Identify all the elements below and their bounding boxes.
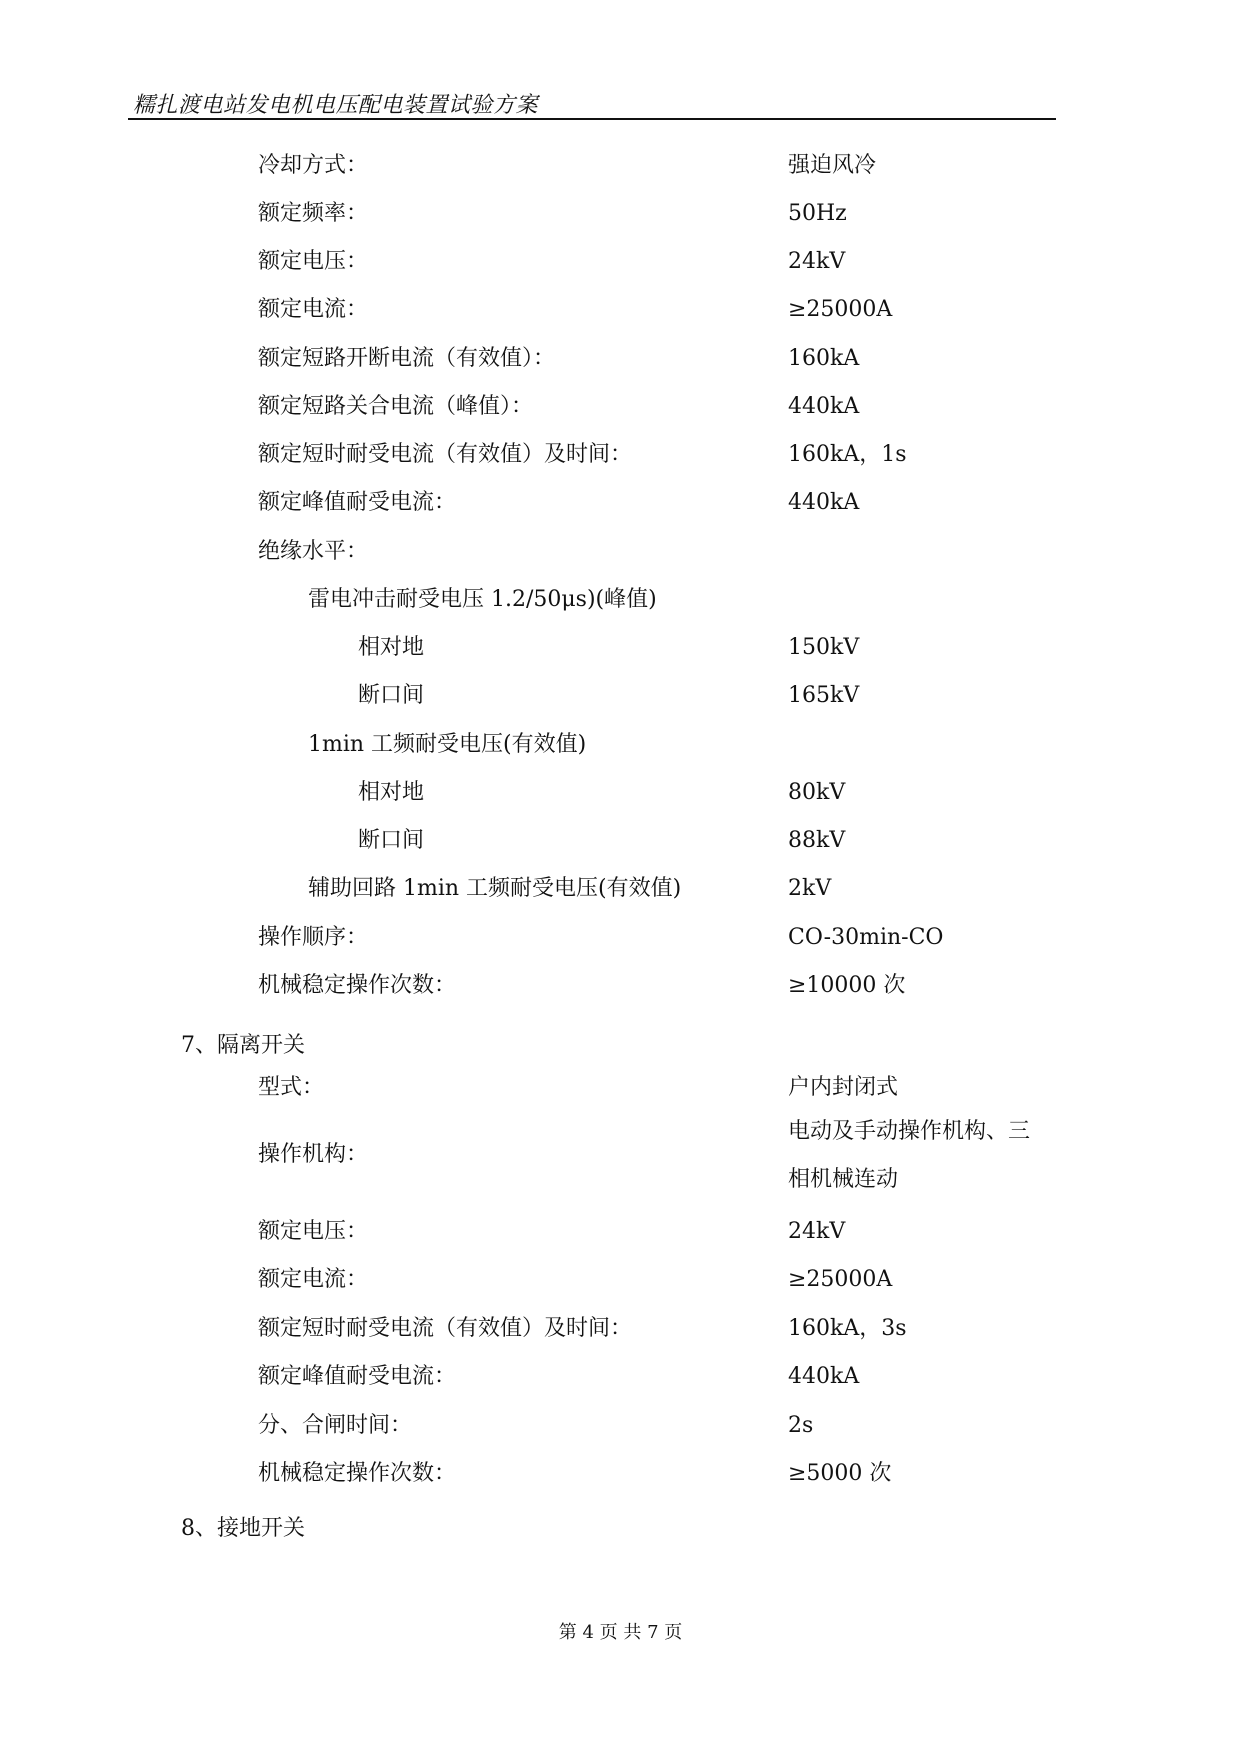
spec-row [0,437,1241,473]
spec-label: 分、合闸时间： [258,1413,413,1438]
spec-row [0,389,1241,425]
spec-row [0,196,1241,232]
spec-value: ≥10000 次 [788,973,906,998]
spec-row [0,727,1241,763]
spec-label: 额定短路开断电流（有效值）： [258,346,556,371]
spec-label: 额定频率： [258,201,369,226]
spec-value: 160kA，3s [788,1316,907,1341]
spec-label: 额定峰值耐受电流： [258,490,457,515]
spec-row [0,1408,1241,1444]
spec-value: 24kV [788,249,846,274]
spec-row [0,823,1241,859]
spec-row [0,775,1241,811]
spec-label: 机械稳定操作次数： [258,1461,457,1486]
spec-label: 断口间 [358,828,425,853]
spec-row [0,968,1241,1004]
spec-row [0,1359,1241,1395]
spec-row [0,148,1241,184]
spec-label: 额定短时耐受电流（有效值）及时间： [258,442,633,467]
spec-value: 440kA [788,1364,860,1389]
spec-value: ≥5000 次 [788,1461,892,1486]
spec-label: 额定电压： [258,249,369,274]
spec-row [0,1214,1241,1250]
spec-row [0,1456,1241,1492]
mechanism-value-line: 电动及手动操作机构、三 [788,1119,1031,1144]
section-heading-disconnector: 7、隔离开关 [181,1033,305,1058]
spec-value: CO-30min-CO [788,925,944,950]
spec-row [0,341,1241,377]
spec-value: 强迫风冷 [788,153,877,178]
spec-value: ≥25000A [788,1267,893,1292]
section-heading-earthing-switch: 8、接地开关 [181,1516,305,1541]
mechanism-value-line: 相机械连动 [788,1167,899,1192]
spec-value: 50Hz [788,201,847,226]
spec-row [0,534,1241,570]
spec-value: 24kV [788,1219,846,1244]
spec-row [0,1311,1241,1347]
spec-value: 160kA，1s [788,442,907,467]
spec-label: 断口间 [358,683,425,708]
spec-value: 165kV [788,683,860,708]
document-header-title: 糯扎渡电站发电机电压配电装置试验方案 [133,93,539,118]
spec-value: 2kV [788,876,832,901]
spec-value: 88kV [788,828,846,853]
spec-row [0,630,1241,666]
spec-label: 绝缘水平： [258,539,369,564]
spec-label: 操作顺序： [258,925,369,950]
spec-label: 额定峰值耐受电流： [258,1364,457,1389]
spec-value: 160kA [788,346,860,371]
spec-label: 1min 工频耐受电压(有效值) [308,732,587,757]
spec-label: 冷却方式： [258,153,369,178]
spec-label: 相对地 [358,635,425,660]
spec-value: 150kV [788,635,860,660]
spec-value: 440kA [788,490,860,515]
spec-value: ≥25000A [788,297,893,322]
spec-label-mechanism: 操作机构： [258,1142,369,1167]
spec-label: 额定电流： [258,297,369,322]
spec-label: 额定短时耐受电流（有效值）及时间： [258,1316,633,1341]
spec-row [0,582,1241,618]
spec-value: 户内封闭式 [788,1075,899,1100]
header-divider [128,118,1056,120]
spec-row [0,1262,1241,1298]
spec-label: 额定电压： [258,1219,369,1244]
spec-row [0,485,1241,521]
spec-row [0,244,1241,280]
spec-row-type [0,1070,1241,1106]
spec-value-mechanism [788,1108,1088,1204]
spec-label: 额定电流： [258,1267,369,1292]
spec-row [0,871,1241,907]
spec-row [0,920,1241,956]
spec-row [0,678,1241,714]
spec-label: 相对地 [358,780,425,805]
page-footer: 第 4 页 共 7 页 [558,1622,683,1643]
spec-label: 型式： [258,1075,325,1100]
spec-label: 机械稳定操作次数： [258,973,457,998]
spec-label: 雷电冲击耐受电压 1.2/50μs)(峰值) [308,587,657,612]
spec-row [0,292,1241,328]
spec-value: 2s [788,1413,814,1438]
spec-label: 辅助回路 1min 工频耐受电压(有效值) [308,876,682,901]
spec-value: 440kA [788,394,860,419]
spec-label: 额定短路关合电流（峰值）： [258,394,534,419]
spec-value: 80kV [788,780,846,805]
